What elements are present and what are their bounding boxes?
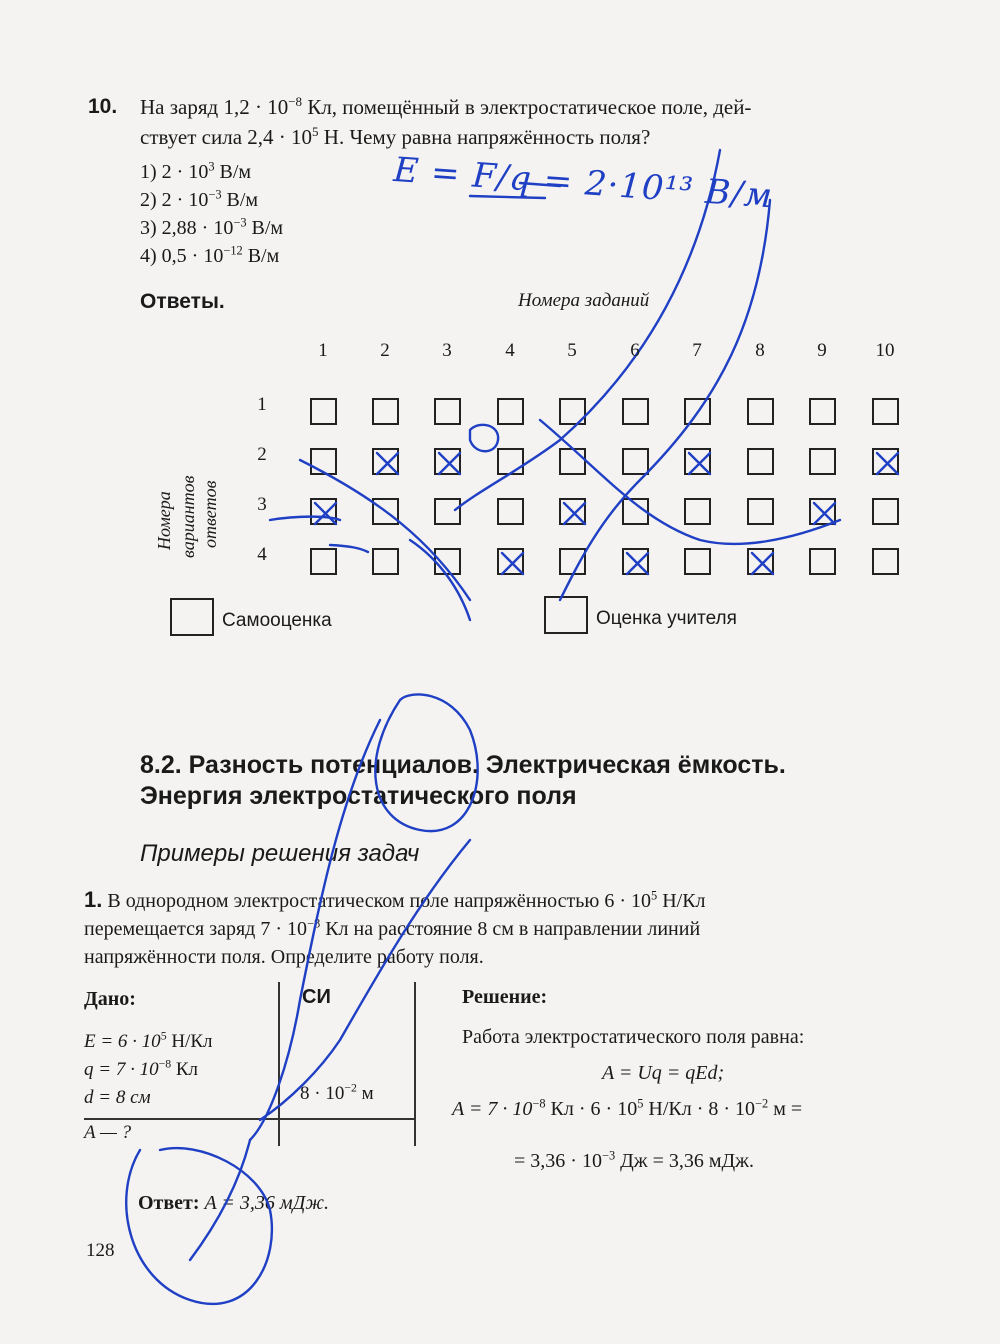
answer-box-9-3[interactable] <box>809 498 836 525</box>
variant-number-4: 4 <box>257 544 267 565</box>
checkmark-icon <box>749 550 776 577</box>
checkmark-icon <box>499 550 526 577</box>
task-number-9: 9 <box>817 340 827 361</box>
task-number-5: 5 <box>567 340 577 361</box>
answer-box-3-4[interactable] <box>434 548 461 575</box>
answer-box-9-2[interactable] <box>809 448 836 475</box>
answer-box-9-1[interactable] <box>809 398 836 425</box>
answer-box-5-2[interactable] <box>559 448 586 475</box>
given-d: d = 8 см <box>84 1087 151 1108</box>
answer-line: Ответ: A = 3,36 мДж. <box>138 1192 329 1214</box>
answer-box-7-4[interactable] <box>684 548 711 575</box>
answer-box-10-3[interactable] <box>872 498 899 525</box>
page-number: 128 <box>86 1240 115 1261</box>
checkmark-icon <box>561 500 588 527</box>
answer-box-2-2[interactable] <box>372 448 399 475</box>
checkmark-icon <box>436 450 463 477</box>
answer-box-8-1[interactable] <box>747 398 774 425</box>
section-title: 8.2. Разность потенциалов. Электрическая ёмкость. Энергия электростатического поля <box>140 751 786 810</box>
divider-find <box>84 1118 416 1120</box>
divider-si <box>414 982 416 1146</box>
answer-box-9-4[interactable] <box>809 548 836 575</box>
solution-intro: Работа электростатического поля равна: <box>462 1026 805 1048</box>
self-assessment-label: Самооценка <box>222 610 332 631</box>
checkmark-icon <box>624 550 651 577</box>
checkmark-icon <box>811 500 838 527</box>
answer-box-10-2[interactable] <box>872 448 899 475</box>
solution-formula: A = Uq = qEd; <box>602 1062 725 1084</box>
teacher-assessment-box[interactable] <box>544 596 588 634</box>
answer-box-2-3[interactable] <box>372 498 399 525</box>
checkmark-icon <box>312 500 339 527</box>
answer-box-6-1[interactable] <box>622 398 649 425</box>
solution-label: Решение: <box>462 986 548 1008</box>
answer-box-5-3[interactable] <box>559 498 586 525</box>
answer-box-10-1[interactable] <box>872 398 899 425</box>
checkmark-icon <box>686 450 713 477</box>
handwritten-formula: E = F/q = 2·10¹³ В/м <box>392 150 775 217</box>
task-number-4: 4 <box>505 340 515 361</box>
task-number-3: 3 <box>442 340 452 361</box>
solution-calc: $A = 7 \cdot 10^{-8}$ Кл · $6 \cdot 10^5$ $Н/Кл \cdot 8 \cdot 10^{-2}$ м = <box>452 1096 803 1120</box>
answer-box-1-2[interactable] <box>310 448 337 475</box>
answer-box-2-4[interactable] <box>372 548 399 575</box>
task-number-10: 10 <box>875 340 895 361</box>
self-assessment-box[interactable] <box>170 598 214 636</box>
given-label: Дано: <box>84 988 136 1010</box>
answer-box-8-4[interactable] <box>747 548 774 575</box>
checkmark-icon <box>374 450 401 477</box>
task-number-7: 7 <box>692 340 702 361</box>
answer-options <box>140 158 283 270</box>
answer-box-1-3[interactable] <box>310 498 337 525</box>
given-values <box>84 1028 212 1112</box>
ink-loop-bottom <box>126 1148 272 1304</box>
answer-box-1-4[interactable] <box>310 548 337 575</box>
answer-box-1-1[interactable] <box>310 398 337 425</box>
teacher-assessment-label: Оценка учителя <box>596 608 737 629</box>
ink-curve-1 <box>300 460 470 600</box>
variant-number-1: 1 <box>257 394 267 415</box>
answer-box-4-2[interactable] <box>497 448 524 475</box>
answer-box-4-4[interactable] <box>497 548 524 575</box>
variant-number-3: 3 <box>257 494 267 515</box>
find-value: A — ? <box>84 1122 132 1143</box>
answer-box-4-1[interactable] <box>497 398 524 425</box>
answer-box-7-2[interactable] <box>684 448 711 475</box>
task-number-2: 2 <box>380 340 390 361</box>
task-number-1: 1 <box>318 340 328 361</box>
task-number-8: 8 <box>755 340 765 361</box>
question-10 <box>88 92 948 152</box>
variant-number-2: 2 <box>257 444 267 465</box>
ink-loop-1 <box>470 425 498 451</box>
answer-box-7-3[interactable] <box>684 498 711 525</box>
si-value: $8 \cdot 10^{-2}$ м <box>300 1081 374 1104</box>
variants-label: Номера вариантов ответов <box>154 475 220 558</box>
answer-box-6-4[interactable] <box>622 548 649 575</box>
answer-box-8-2[interactable] <box>747 448 774 475</box>
option-1: 1) $2 \cdot 10^3$ В/м <box>140 159 252 183</box>
option-3: 3) $2,88 \cdot 10^{-3}$ В/м <box>140 215 284 239</box>
answer-box-4-3[interactable] <box>497 498 524 525</box>
ink-curve-5 <box>260 840 470 1120</box>
option-2: 2) $2 \cdot 10^{-3}$ В/м <box>140 187 259 211</box>
question-text: На заряд $1,2 \cdot 10^{-8}$ Кл, помещённый в электростатическое поле, дей- ствует сила $2,4 \cdot 10^5$ Н. Чему равна напряжённость поля? <box>140 94 752 149</box>
answer-box-5-1[interactable] <box>559 398 586 425</box>
answer-box-7-1[interactable] <box>684 398 711 425</box>
answers-title: Ответы. <box>140 290 225 313</box>
divider-given <box>278 982 280 1146</box>
given-q: $q = 7 \cdot 10^{-8}$ Кл <box>84 1057 199 1080</box>
question-number: 10. <box>88 95 118 118</box>
given-E: $E = 6 \cdot 10^5$ Н/Кл <box>84 1029 213 1052</box>
problem-1: 1. В однородном электростатическом поле напряжённостью $6 \cdot 10^5$ Н/Кл перемещается заряд $7 \cdot 10^{-8}$ Кл на расстояние 8 см в направлении линий напряжённости поля. Определите работу поля. <box>84 887 706 968</box>
answer-box-10-4[interactable] <box>872 548 899 575</box>
examples-heading: Примеры решения задач <box>140 840 420 867</box>
tasks-label: Номера заданий <box>518 290 650 311</box>
answer-box-3-1[interactable] <box>434 398 461 425</box>
checkmark-icon <box>874 450 901 477</box>
answer-box-6-2[interactable] <box>622 448 649 475</box>
option-4: 4) $0,5 \cdot 10^{-12}$ В/м <box>140 243 280 267</box>
answer-box-8-3[interactable] <box>747 498 774 525</box>
answer-box-2-1[interactable] <box>372 398 399 425</box>
ink-long-stroke-2 <box>560 200 770 600</box>
answer-box-6-3[interactable] <box>622 498 649 525</box>
si-label: СИ <box>302 986 331 1008</box>
solution-result: = $3,36 \cdot 10^{-3}$ Дж = 3,36 мДж. <box>514 1148 754 1172</box>
task-number-6: 6 <box>630 340 640 361</box>
answer-box-3-3[interactable] <box>434 498 461 525</box>
answer-box-5-4[interactable] <box>559 548 586 575</box>
answer-box-3-2[interactable] <box>434 448 461 475</box>
